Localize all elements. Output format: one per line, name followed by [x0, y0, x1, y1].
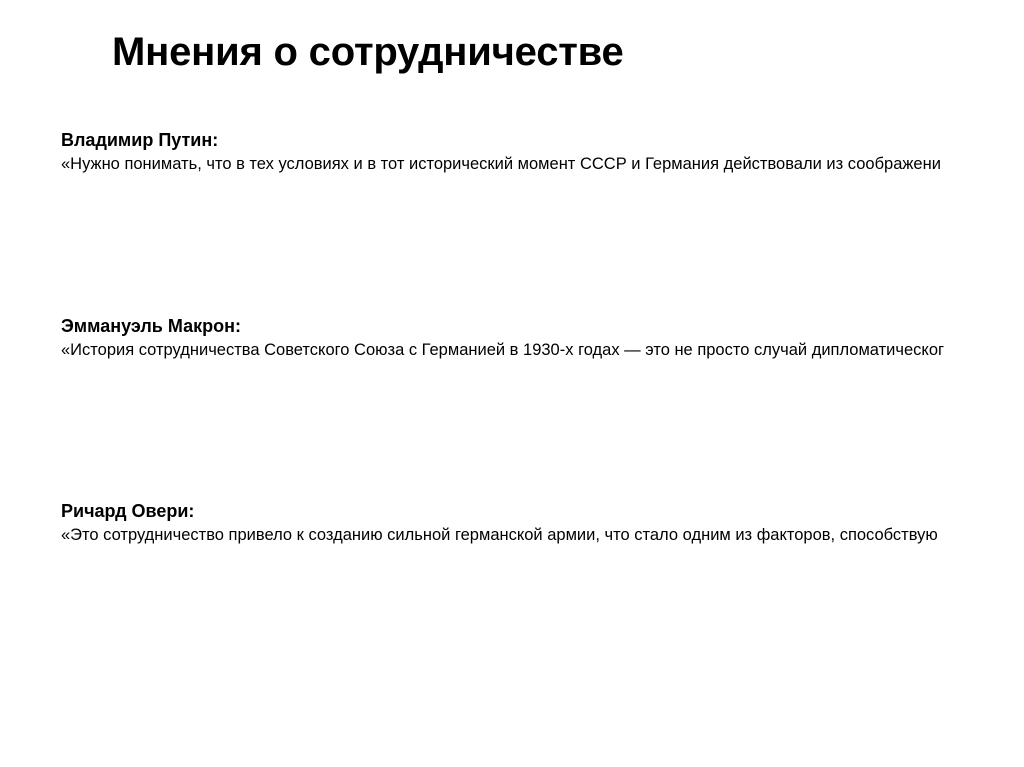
opinion-author: Владимир Путин:	[61, 130, 219, 150]
opinion-block-macron	[61, 314, 1024, 362]
opinion-author: Ричард Овери:	[61, 501, 195, 521]
opinion-author: Эммануэль Макрон:	[61, 316, 241, 336]
opinion-block-putin	[61, 128, 1024, 176]
opinion-quote: «Нужно понимать, что в тех условиях и в тот исторический момент СССР и Германия действовали из соображени	[61, 155, 941, 173]
slide-title: Мнения о сотрудничестве	[112, 30, 624, 74]
opinion-quote: «Это сотрудничество привело к созданию сильной германской армии, что стало одним из факторов, способствую	[61, 526, 938, 544]
opinion-quote: «История сотрудничества Советского Союза с Германией в 1930-х годах — это не просто случай дипломатическог	[61, 341, 945, 359]
opinion-block-overy	[61, 499, 1024, 547]
